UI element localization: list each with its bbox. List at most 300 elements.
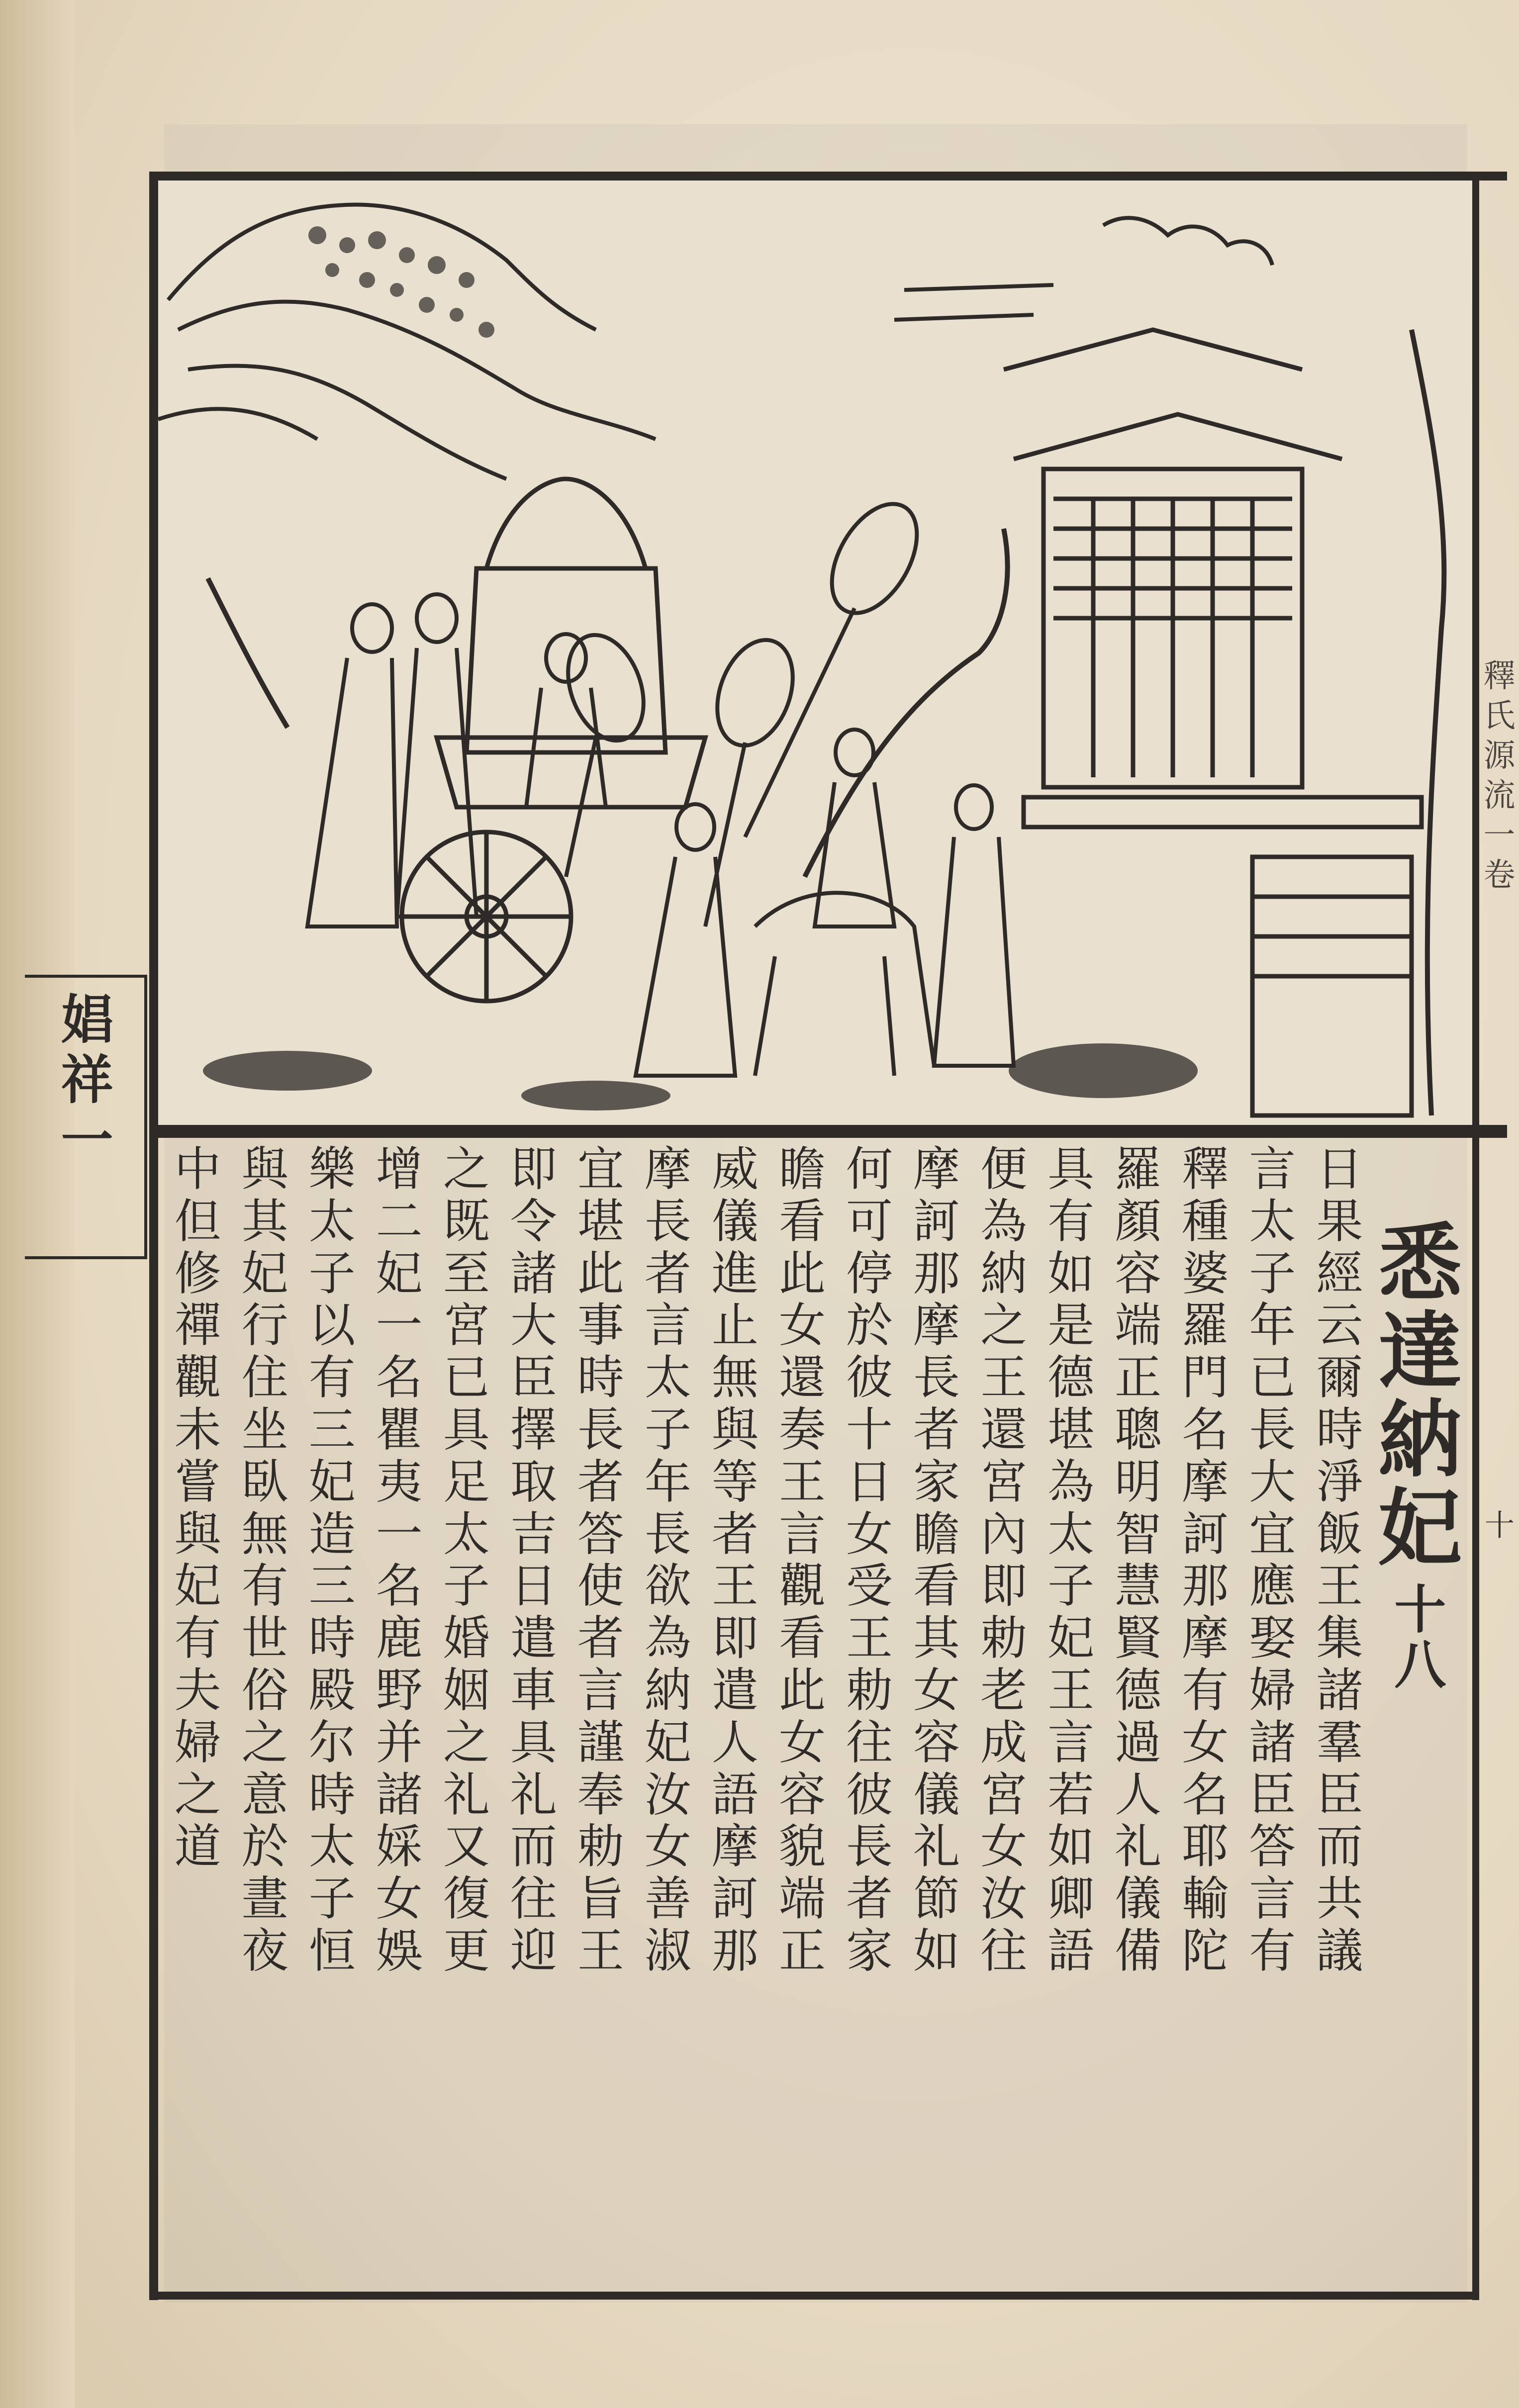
text-char: 太 (308, 1820, 356, 1874)
spine-title (57, 990, 117, 1170)
margin-note-char: 氏 (1483, 698, 1516, 735)
text-char: 容 (1115, 1246, 1162, 1301)
text-char: 端 (1115, 1298, 1162, 1353)
text-char: 經 (1316, 1246, 1363, 1301)
text-char: 即 (711, 1611, 759, 1666)
text-char: 看 (778, 1611, 826, 1666)
text-char: 彼 (846, 1767, 893, 1822)
margin-note-char: 一 (1483, 817, 1516, 854)
text-char: 并 (376, 1715, 423, 1770)
text-char: 意 (241, 1767, 288, 1822)
text-char: 禪 (174, 1298, 221, 1353)
text-char: 答 (577, 1507, 624, 1562)
text-char: 觀 (778, 1559, 826, 1614)
text-char: 勅 (577, 1820, 624, 1874)
text-char: 正 (778, 1924, 826, 1978)
text-char: 有 (174, 1611, 221, 1666)
text-column (903, 1144, 970, 2288)
text-char: 宜 (1249, 1507, 1296, 1562)
text-char: 於 (241, 1820, 288, 1874)
title-char: 悉 (1378, 1213, 1462, 1312)
text-char: 受 (846, 1559, 893, 1614)
text-char: 有 (1249, 1924, 1296, 1978)
title-char: 納 (1378, 1390, 1462, 1489)
text-column (164, 1144, 231, 2288)
text-char: 奏 (778, 1402, 826, 1457)
text-char: 長 (1249, 1402, 1296, 1457)
text-char: 聰 (1115, 1402, 1162, 1457)
text-char: 更 (443, 1924, 490, 1978)
text-char: 名 (376, 1351, 423, 1405)
text-char: 旨 (577, 1872, 624, 1927)
text-char: 令 (510, 1194, 557, 1249)
text-char: 具 (510, 1715, 557, 1770)
text-char: 遣 (510, 1611, 557, 1666)
text-column (701, 1144, 768, 2288)
text-char: 坐 (241, 1402, 288, 1457)
text-char: 彼 (846, 1351, 893, 1405)
text-char: 議 (1316, 1924, 1363, 1978)
text-char: 取 (510, 1455, 557, 1509)
margin-note (1480, 656, 1519, 895)
frame-border-bottom (149, 2292, 1472, 2300)
text-char: 有 (241, 1559, 288, 1614)
text-char: 宜 (577, 1142, 624, 1197)
text-char: 妃 (376, 1246, 423, 1301)
text-char: 賢 (1115, 1611, 1162, 1666)
text-char: 云 (1316, 1298, 1363, 1353)
text-char: 年 (644, 1455, 691, 1509)
text-char: 女 (376, 1872, 423, 1927)
text-char: 奉 (577, 1767, 624, 1822)
text-char: 停 (846, 1246, 893, 1301)
text-char: 摩 (913, 1142, 960, 1197)
text-char: 明 (1115, 1455, 1162, 1509)
text-char: 至 (443, 1246, 490, 1301)
woodblock-illustration (158, 181, 1472, 1125)
text-char: 羣 (1316, 1715, 1363, 1770)
text-column (433, 1144, 500, 2288)
text-char: 家 (913, 1455, 960, 1509)
text-char: 王 (980, 1351, 1028, 1405)
text-char: 臣 (510, 1351, 557, 1405)
text-char: 行 (241, 1298, 288, 1353)
text-column (298, 1144, 366, 2288)
text-char: 女 (913, 1663, 960, 1718)
text-char: 增 (376, 1142, 423, 1197)
text-char: 有 (1182, 1663, 1229, 1718)
text-char: 婦 (174, 1715, 221, 1770)
text-char: 而 (510, 1820, 557, 1874)
text-char: 名 (1182, 1767, 1229, 1822)
text-char: 時 (1316, 1402, 1363, 1457)
text-char: 儀 (913, 1767, 960, 1822)
text-char: 貌 (778, 1820, 826, 1874)
text-char: 瞿 (376, 1402, 423, 1457)
text-char: 家 (846, 1924, 893, 1978)
text-char: 而 (1316, 1820, 1363, 1874)
text-char: 為 (980, 1194, 1028, 1249)
text-char: 有 (1047, 1194, 1095, 1249)
text-column (1172, 1144, 1239, 2288)
text-char: 善 (644, 1872, 691, 1927)
text-char: 訶 (711, 1872, 759, 1927)
text-char: 礼 (1115, 1820, 1162, 1874)
text-char: 中 (174, 1142, 221, 1197)
text-char: 諸 (1249, 1715, 1296, 1770)
text-column (836, 1144, 903, 2288)
text-char: 應 (1249, 1559, 1296, 1614)
text-char: 汝 (980, 1872, 1028, 1927)
text-char: 果 (1316, 1194, 1363, 1249)
text-char: 子 (1047, 1559, 1095, 1614)
text-char: 婚 (443, 1611, 490, 1666)
text-char: 即 (510, 1142, 557, 1197)
text-char: 如 (913, 1924, 960, 1978)
text-char: 往 (846, 1715, 893, 1770)
text-char: 人 (1115, 1767, 1162, 1822)
text-char: 其 (241, 1194, 288, 1249)
text-char: 納 (644, 1663, 691, 1718)
text-char: 訶 (1182, 1507, 1229, 1562)
text-char: 子 (644, 1402, 691, 1457)
text-char: 既 (443, 1194, 490, 1249)
text-char: 但 (174, 1194, 221, 1249)
text-char: 王 (1316, 1559, 1363, 1614)
text-char: 可 (846, 1194, 893, 1249)
text-char: 太 (308, 1194, 356, 1249)
text-char: 正 (1115, 1351, 1162, 1405)
text-char: 事 (577, 1298, 624, 1353)
text-char: 諸 (1316, 1663, 1363, 1718)
text-char: 言 (644, 1298, 691, 1353)
text-char: 已 (443, 1351, 490, 1405)
text-char: 威 (711, 1142, 759, 1197)
text-char: 使 (577, 1559, 624, 1614)
text-char: 看 (778, 1194, 826, 1249)
text-char: 止 (711, 1298, 759, 1353)
text-char: 人 (711, 1715, 759, 1770)
text-char: 女 (644, 1820, 691, 1874)
text-char: 太 (1249, 1194, 1296, 1249)
text-char: 智 (1115, 1507, 1162, 1562)
text-char: 儀 (1115, 1872, 1162, 1927)
text-char: 足 (443, 1455, 490, 1509)
text-char: 二 (376, 1194, 423, 1249)
text-column (970, 1144, 1038, 2288)
text-char: 女 (778, 1298, 826, 1353)
text-char: 王 (846, 1611, 893, 1666)
text-char: 王 (711, 1559, 759, 1614)
text-char: 與 (174, 1507, 221, 1562)
text-column (500, 1144, 567, 2288)
text-char: 進 (711, 1246, 759, 1301)
frame-border-right (1472, 172, 1479, 2300)
text-char: 又 (443, 1820, 490, 1874)
text-char: 訶 (913, 1194, 960, 1249)
text-char: 德 (1047, 1351, 1095, 1405)
text-char: 共 (1316, 1872, 1363, 1927)
text-char: 者 (577, 1455, 624, 1509)
text-char: 言 (1249, 1142, 1296, 1197)
title-char: 妃 (1378, 1479, 1462, 1578)
text-char: 者 (711, 1507, 759, 1562)
text-char: 之 (174, 1767, 221, 1822)
text-char: 摩 (711, 1820, 759, 1874)
text-char: 往 (510, 1872, 557, 1927)
text-char: 言 (778, 1507, 826, 1562)
text-column (1306, 1144, 1373, 2288)
text-char: 子 (308, 1246, 356, 1301)
text-char: 王 (778, 1455, 826, 1509)
text-char: 妃 (644, 1715, 691, 1770)
text-char: 臣 (1249, 1767, 1296, 1822)
text-char: 容 (913, 1715, 960, 1770)
text-char: 瞻 (778, 1142, 826, 1197)
text-char: 何 (846, 1142, 893, 1197)
text-column (1105, 1144, 1172, 2288)
text-char: 若 (1047, 1767, 1095, 1822)
frame-border-left (149, 172, 158, 2300)
text-char: 謹 (577, 1715, 624, 1770)
text-char: 晝 (241, 1872, 288, 1927)
text-char: 堪 (577, 1194, 624, 1249)
text-column (1239, 1144, 1306, 2288)
text-column (231, 1144, 298, 2288)
text-char: 恒 (308, 1924, 356, 1978)
text-char: 太 (1047, 1507, 1095, 1562)
text-char: 宮 (980, 1767, 1028, 1822)
text-char: 擇 (510, 1402, 557, 1457)
text-char: 羅 (1182, 1298, 1229, 1353)
text-char: 姻 (443, 1663, 490, 1718)
text-char: 太 (644, 1351, 691, 1405)
text-char: 者 (644, 1246, 691, 1301)
text-char: 日 (1316, 1142, 1363, 1197)
text-char: 復 (443, 1872, 490, 1927)
text-char: 女 (980, 1820, 1028, 1874)
text-char: 慧 (1115, 1559, 1162, 1614)
text-char: 娶 (1249, 1611, 1296, 1666)
text-char: 時 (308, 1611, 356, 1666)
text-char: 那 (1182, 1559, 1229, 1614)
text-char: 德 (1115, 1663, 1162, 1718)
text-char: 釋 (1182, 1142, 1229, 1197)
text-char: 摩 (913, 1298, 960, 1353)
margin-note-char: 卷 (1483, 857, 1516, 894)
text-char: 王 (1047, 1663, 1095, 1718)
text-char: 言 (1249, 1872, 1296, 1927)
text-char: 與 (711, 1402, 759, 1457)
text-char: 年 (1249, 1298, 1296, 1353)
margin-note-char: 流 (1483, 777, 1516, 814)
text-column (366, 1144, 433, 2288)
text-char: 道 (174, 1820, 221, 1874)
text-char: 野 (376, 1663, 423, 1718)
text-char: 儀 (711, 1194, 759, 1249)
text-char: 大 (510, 1298, 557, 1353)
text-char: 摩 (1182, 1455, 1229, 1509)
text-char: 之 (241, 1715, 288, 1770)
text-char: 顏 (1115, 1194, 1162, 1249)
text-char: 子 (443, 1559, 490, 1614)
text-char: 之 (980, 1298, 1028, 1353)
text-char: 之 (443, 1142, 490, 1197)
text-char: 太 (443, 1507, 490, 1562)
text-char: 語 (711, 1767, 759, 1822)
text-char: 婆 (1182, 1246, 1229, 1301)
text-char: 之 (443, 1715, 490, 1770)
text-char: 言 (1047, 1715, 1095, 1770)
frame-divider (149, 1125, 1507, 1138)
text-char: 有 (308, 1351, 356, 1405)
text-char: 無 (241, 1507, 288, 1562)
text-char: 者 (913, 1402, 960, 1457)
frame-border-top (149, 172, 1507, 181)
text-char: 日 (510, 1559, 557, 1614)
text-char: 那 (711, 1924, 759, 1978)
text-char: 大 (1249, 1455, 1296, 1509)
text-char: 與 (241, 1142, 288, 1197)
text-char: 答 (1249, 1820, 1296, 1874)
text-char: 便 (980, 1142, 1028, 1197)
text-char: 淑 (644, 1924, 691, 1978)
text-char: 集 (1316, 1611, 1363, 1666)
text-char: 容 (778, 1767, 826, 1822)
text-char: 此 (778, 1246, 826, 1301)
text-char: 瞻 (913, 1507, 960, 1562)
text-char: 婇 (376, 1820, 423, 1874)
text-char: 一 (376, 1298, 423, 1353)
text-char: 飯 (1316, 1507, 1363, 1562)
text-char: 成 (980, 1715, 1028, 1770)
text-char: 堪 (1047, 1402, 1095, 1457)
text-char: 一 (376, 1507, 423, 1562)
text-char: 娛 (376, 1924, 423, 1978)
text-char: 如 (1047, 1246, 1095, 1301)
text-char: 遣 (711, 1663, 759, 1718)
text-char: 長 (644, 1194, 691, 1249)
number-char: 十 (1394, 1579, 1446, 1641)
text-char: 摩 (1182, 1611, 1229, 1666)
text-char: 還 (980, 1402, 1028, 1457)
text-char: 勅 (846, 1663, 893, 1718)
section-title-text (1378, 1213, 1462, 1578)
text-char: 者 (577, 1611, 624, 1666)
text-char: 殿 (308, 1663, 356, 1718)
text-char: 樂 (308, 1142, 356, 1197)
text-char: 時 (577, 1351, 624, 1405)
text-char: 女 (846, 1507, 893, 1562)
text-char: 耶 (1182, 1820, 1229, 1874)
text-char: 夜 (241, 1924, 288, 1978)
text-char: 爾 (1316, 1351, 1363, 1405)
text-char: 即 (980, 1559, 1028, 1614)
text-char: 淨 (1316, 1455, 1363, 1509)
text-char: 迎 (510, 1924, 557, 1978)
text-char: 宮 (443, 1298, 490, 1353)
text-column (768, 1144, 836, 2288)
section-number (1394, 1579, 1446, 1695)
number-char: 八 (1394, 1634, 1446, 1695)
text-char: 俗 (241, 1663, 288, 1718)
text-char: 長 (644, 1507, 691, 1562)
text-char: 備 (1115, 1924, 1162, 1978)
section-title (1373, 1144, 1467, 2288)
text-char: 長 (846, 1820, 893, 1874)
text-char: 妃 (241, 1246, 288, 1301)
text-char: 卿 (1047, 1872, 1095, 1927)
text-char: 勅 (980, 1611, 1028, 1666)
text-char: 婦 (1249, 1663, 1296, 1718)
text-char: 汝 (644, 1767, 691, 1822)
text-char: 住 (241, 1351, 288, 1405)
text-char: 名 (1182, 1402, 1229, 1457)
folio-number: 十 (1485, 1508, 1515, 1543)
text-char: 端 (778, 1872, 826, 1927)
text-char: 十 (846, 1402, 893, 1457)
text-char: 子 (1249, 1246, 1296, 1301)
text-char: 節 (913, 1872, 960, 1927)
text-char: 礼 (913, 1820, 960, 1874)
text-char: 其 (913, 1611, 960, 1666)
text-char: 語 (1047, 1924, 1095, 1978)
text-char: 女 (1182, 1715, 1229, 1770)
text-char: 三 (308, 1559, 356, 1614)
text-char: 子 (308, 1872, 356, 1927)
text-char: 三 (308, 1402, 356, 1457)
text-char: 為 (1047, 1455, 1095, 1509)
text-char: 具 (443, 1402, 490, 1457)
text-char: 言 (577, 1663, 624, 1718)
text-char: 臣 (1316, 1767, 1363, 1822)
text-char: 礼 (443, 1767, 490, 1822)
title-char: 達 (1378, 1302, 1462, 1401)
text-char: 諸 (510, 1246, 557, 1301)
text-char: 諸 (376, 1767, 423, 1822)
text-char: 觀 (174, 1351, 221, 1405)
text-char: 於 (846, 1298, 893, 1353)
text-body (164, 1144, 1467, 2288)
text-char: 吉 (510, 1507, 557, 1562)
text-char: 礼 (510, 1767, 557, 1822)
text-char: 臥 (241, 1455, 288, 1509)
text-char: 過 (1115, 1715, 1162, 1770)
text-char: 名 (376, 1559, 423, 1614)
text-char: 納 (980, 1246, 1028, 1301)
text-char: 造 (308, 1507, 356, 1562)
text-char: 往 (980, 1924, 1028, 1978)
text-char: 長 (577, 1402, 624, 1457)
text-char: 世 (241, 1611, 288, 1666)
text-char: 羅 (1115, 1142, 1162, 1197)
spine-char: 一 (61, 1109, 113, 1171)
text-char: 等 (711, 1455, 759, 1509)
text-char: 以 (308, 1298, 356, 1353)
text-char: 具 (1047, 1142, 1095, 1197)
text-char: 摩 (644, 1142, 691, 1197)
text-char: 嘗 (174, 1455, 221, 1509)
text-char: 尔 (308, 1715, 356, 1770)
text-char: 時 (308, 1767, 356, 1822)
text-char: 夷 (376, 1455, 423, 1509)
text-char: 修 (174, 1246, 221, 1301)
text-char: 妃 (174, 1559, 221, 1614)
text-char: 陀 (1182, 1924, 1229, 1978)
text-column (634, 1144, 701, 2288)
text-char: 妃 (308, 1455, 356, 1509)
text-char: 者 (846, 1872, 893, 1927)
